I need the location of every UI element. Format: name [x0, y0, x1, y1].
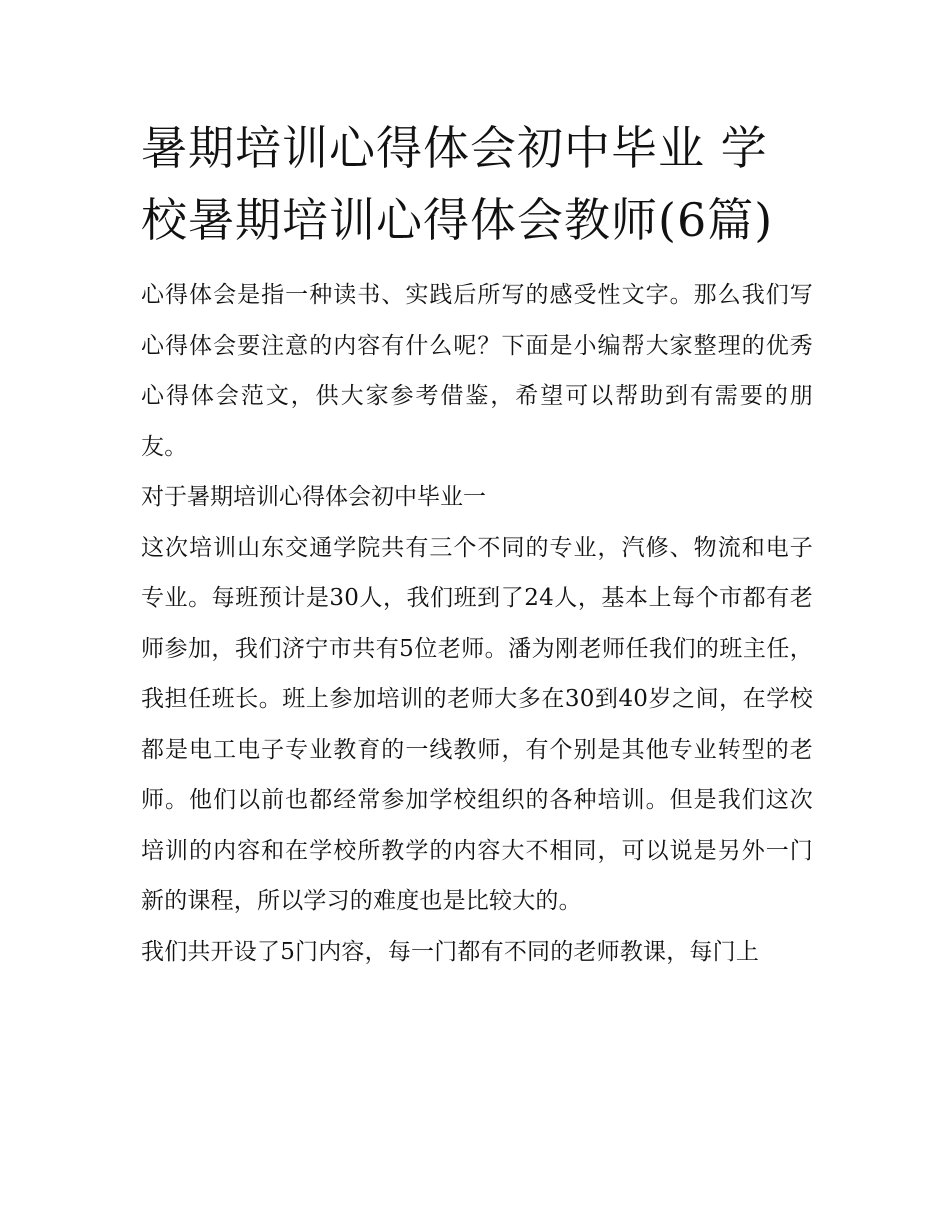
document-content [141, 112, 813, 977]
document-title: 暑期培训心得体会初中毕业 学校暑期培训心得体会教师(6篇) [141, 121, 774, 247]
body-paragraph-1: 这次培训山东交通学院共有三个不同的专业，汽修、物流和电子专业。每班预计是30人，我们班到了24人，基本上每个市都有老师参加，我们济宁市共有5位老师。潘为刚老师任我们的班主任，我担任班长。班上参加培训的老师大多在30到40岁之间，在学校都是电工电子专业教育的一线教师，有个别是其他专业转型的老师。他们以前也都经常参加学校组织的各种培训。但是我们这次培训的内容和在学校所教学的内容大不相同，可以说是另外一门新的课程，所以学习的难度也是比较大的。 [141, 534, 813, 914]
intro-paragraph: 心得体会是指一种读书、实践后所写的感受性文字。那么我们写心得体会要注意的内容有什么呢？下面是小编帮大家整理的优秀心得体会范文，供大家参考借鉴，希望可以帮助到有需要的朋友。 [141, 282, 813, 460]
section-heading: 对于暑期培训心得体会初中毕业一 [141, 484, 486, 510]
body-paragraph-2: 我们共开设了5门内容，每一门都有不同的老师教课，每门上 [141, 938, 760, 965]
